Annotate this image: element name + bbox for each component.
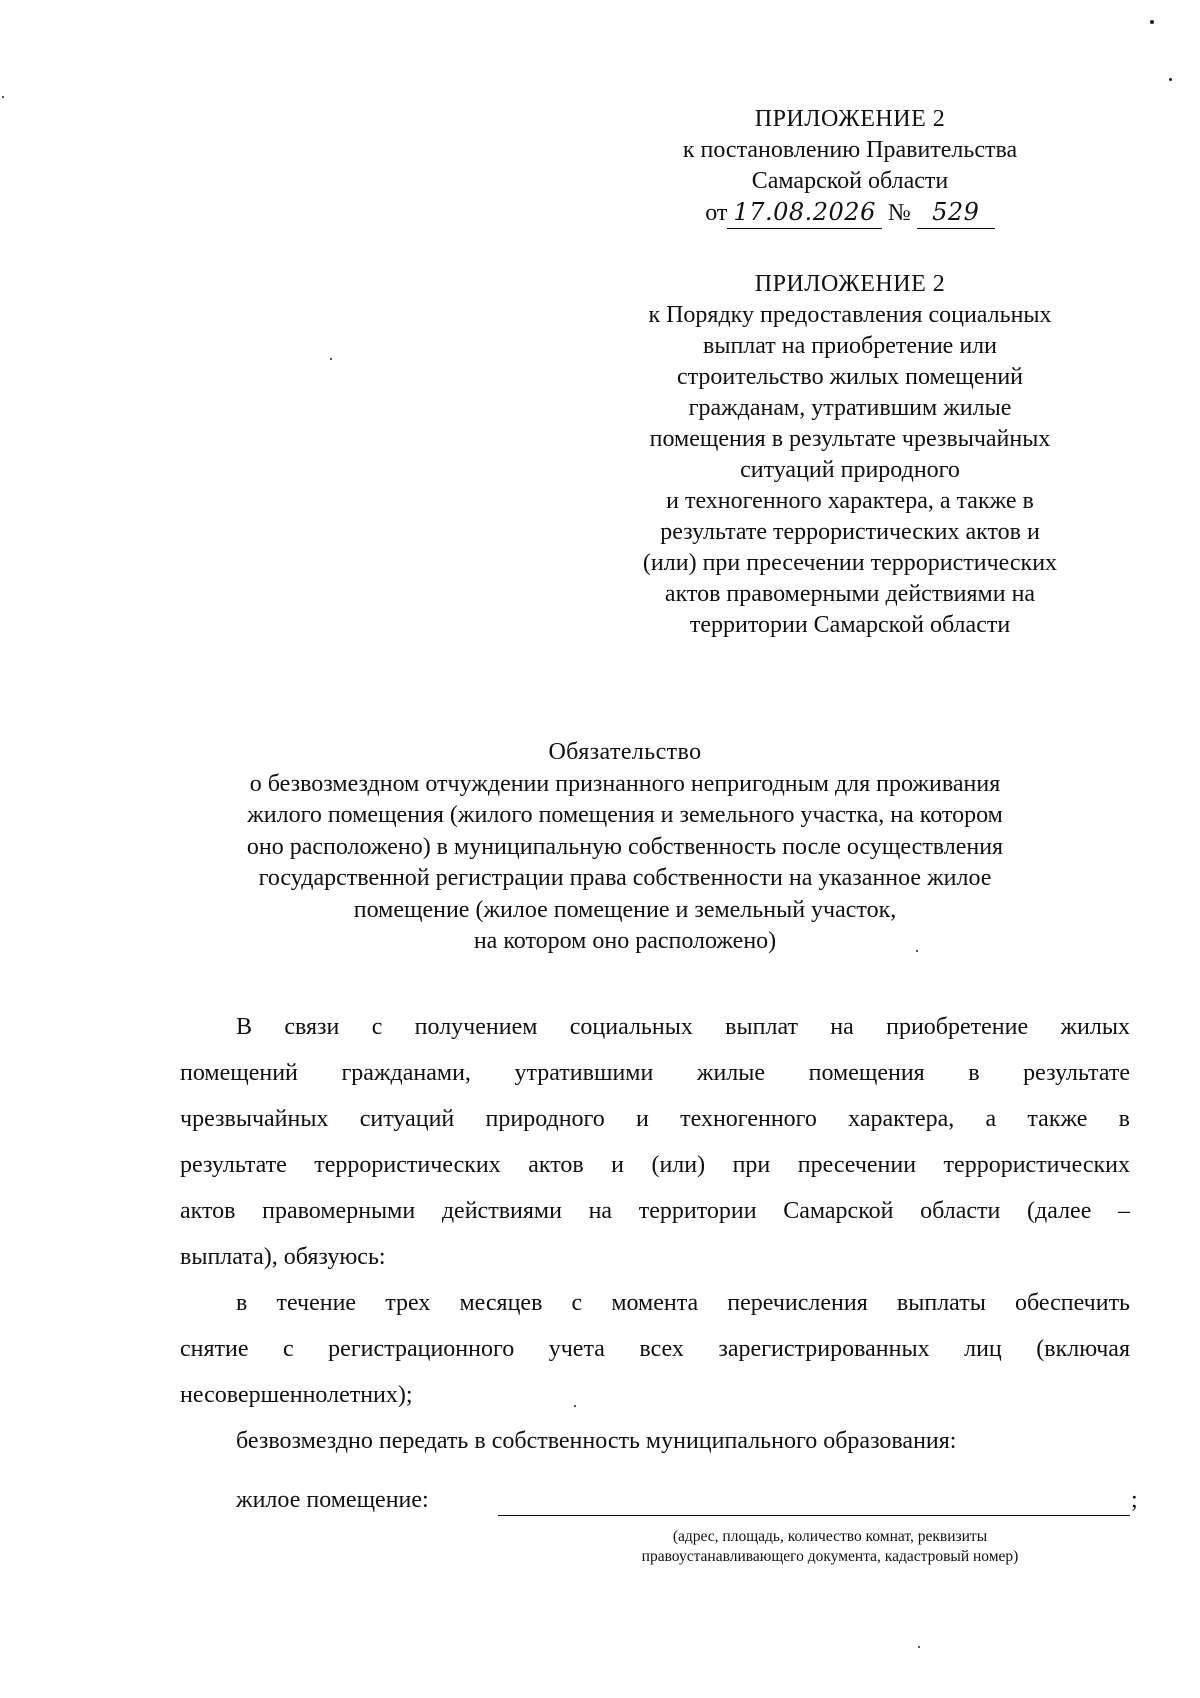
appendix-line: к постановлению Правительства xyxy=(682,137,1018,163)
body-line: выплата), обязуюсь: xyxy=(180,1244,386,1270)
decree-number: 529 xyxy=(917,197,995,229)
appendix-line: (или) при пресечении террористических xyxy=(642,550,1058,576)
body-line: помещений гражданами, утратившими жилые помещения в результате xyxy=(180,1060,1130,1086)
title-line: жилого помещения (жилого помещения и земельного участка, на котором xyxy=(247,802,1003,828)
appendix-line: ситуаций природного xyxy=(740,457,960,483)
appendix-line: гражданам, утратившим жилые xyxy=(688,395,1012,421)
body-line: снятие с регистрационного учета всех зарегистрированных лиц (включая xyxy=(180,1336,1130,1362)
scan-speck xyxy=(574,1405,576,1407)
document-body xyxy=(180,1004,1130,1464)
decree-date: 17.08.2026 xyxy=(727,197,881,229)
scan-speck xyxy=(1150,20,1154,24)
body-line: результате террористических актов и (или) при пресечении террористических xyxy=(180,1152,1130,1178)
title-line: на котором оно расположено) xyxy=(473,928,777,954)
appendix-heading: ПРИЛОЖЕНИЕ 2 xyxy=(754,271,946,297)
title-line: оно расположено) в муниципальную собственность после осуществления xyxy=(246,833,1004,860)
appendix-heading: ПРИЛОЖЕНИЕ 2 xyxy=(754,106,946,132)
body-line: несовершеннолетних); xyxy=(180,1382,413,1408)
appendix-line: Самарской области xyxy=(751,168,949,194)
paragraph-deregistration xyxy=(180,1280,1130,1418)
appendix-line: строительство жилых помещений xyxy=(676,364,1024,390)
date-prefix: от xyxy=(705,200,728,226)
scan-speck xyxy=(916,950,918,952)
dwelling-field-label: жилое помещение: xyxy=(236,1487,429,1513)
title-line: помещение (жилое помещение и земельный участок, xyxy=(353,896,897,923)
appendix-line: к Порядку предоставления социальных xyxy=(648,302,1052,328)
body-line: чрезвычайных ситуаций природного и техногенного характера, а также в xyxy=(180,1106,1130,1132)
title-line: государственной регистрации права собственности на указанное жилое xyxy=(258,865,992,891)
title-heading: Обязательство xyxy=(548,739,702,765)
appendix-procedure xyxy=(570,269,1130,641)
dwelling-field-row xyxy=(236,1487,1136,1514)
body-line: В связи с получением социальных выплат на приобретение жилых xyxy=(236,1014,1130,1040)
appendix-line: результате террористических актов и xyxy=(660,519,1040,545)
appendix-line: актов правомерными действиями на xyxy=(664,581,1036,607)
dwelling-field-blank[interactable] xyxy=(498,1515,1130,1516)
scan-speck xyxy=(918,1646,920,1648)
title-line: о безвозмездном отчуждении признанного непригодным для проживания xyxy=(249,770,1001,797)
hint-line: правоустанавливающего документа, кадастровый номер) xyxy=(641,1548,1019,1565)
appendix-line: территории Самарской области xyxy=(689,612,1011,638)
dwelling-field-hint xyxy=(520,1527,1140,1567)
paragraph-obligation-intro xyxy=(180,1004,1130,1280)
decree-date-number xyxy=(570,197,1130,229)
appendix-government-decree xyxy=(570,104,1130,229)
body-line: в течение трех месяцев с момента перечисления выплаты обеспечить xyxy=(236,1290,1130,1316)
document-title xyxy=(150,737,1100,958)
hint-line: (адрес, площадь, количество комнат, реквизиты xyxy=(672,1528,988,1545)
appendix-line: выплат на приобретение или xyxy=(703,333,997,359)
body-line: актов правомерными действиями на территории Самарской области (далее – xyxy=(180,1198,1130,1224)
field-terminator: ; xyxy=(1131,1487,1138,1513)
body-line: безвозмездно передать в собственность муниципального образования: xyxy=(236,1428,957,1454)
appendix-line: и техногенного характера, а также в xyxy=(666,488,1034,514)
appendix-line: помещения в результате чрезвычайных xyxy=(649,426,1051,452)
paragraph-transfer xyxy=(180,1418,1130,1464)
scan-speck xyxy=(2,96,4,98)
number-prefix: № xyxy=(887,200,911,226)
scan-speck xyxy=(330,358,332,360)
scan-speck xyxy=(1169,78,1172,81)
